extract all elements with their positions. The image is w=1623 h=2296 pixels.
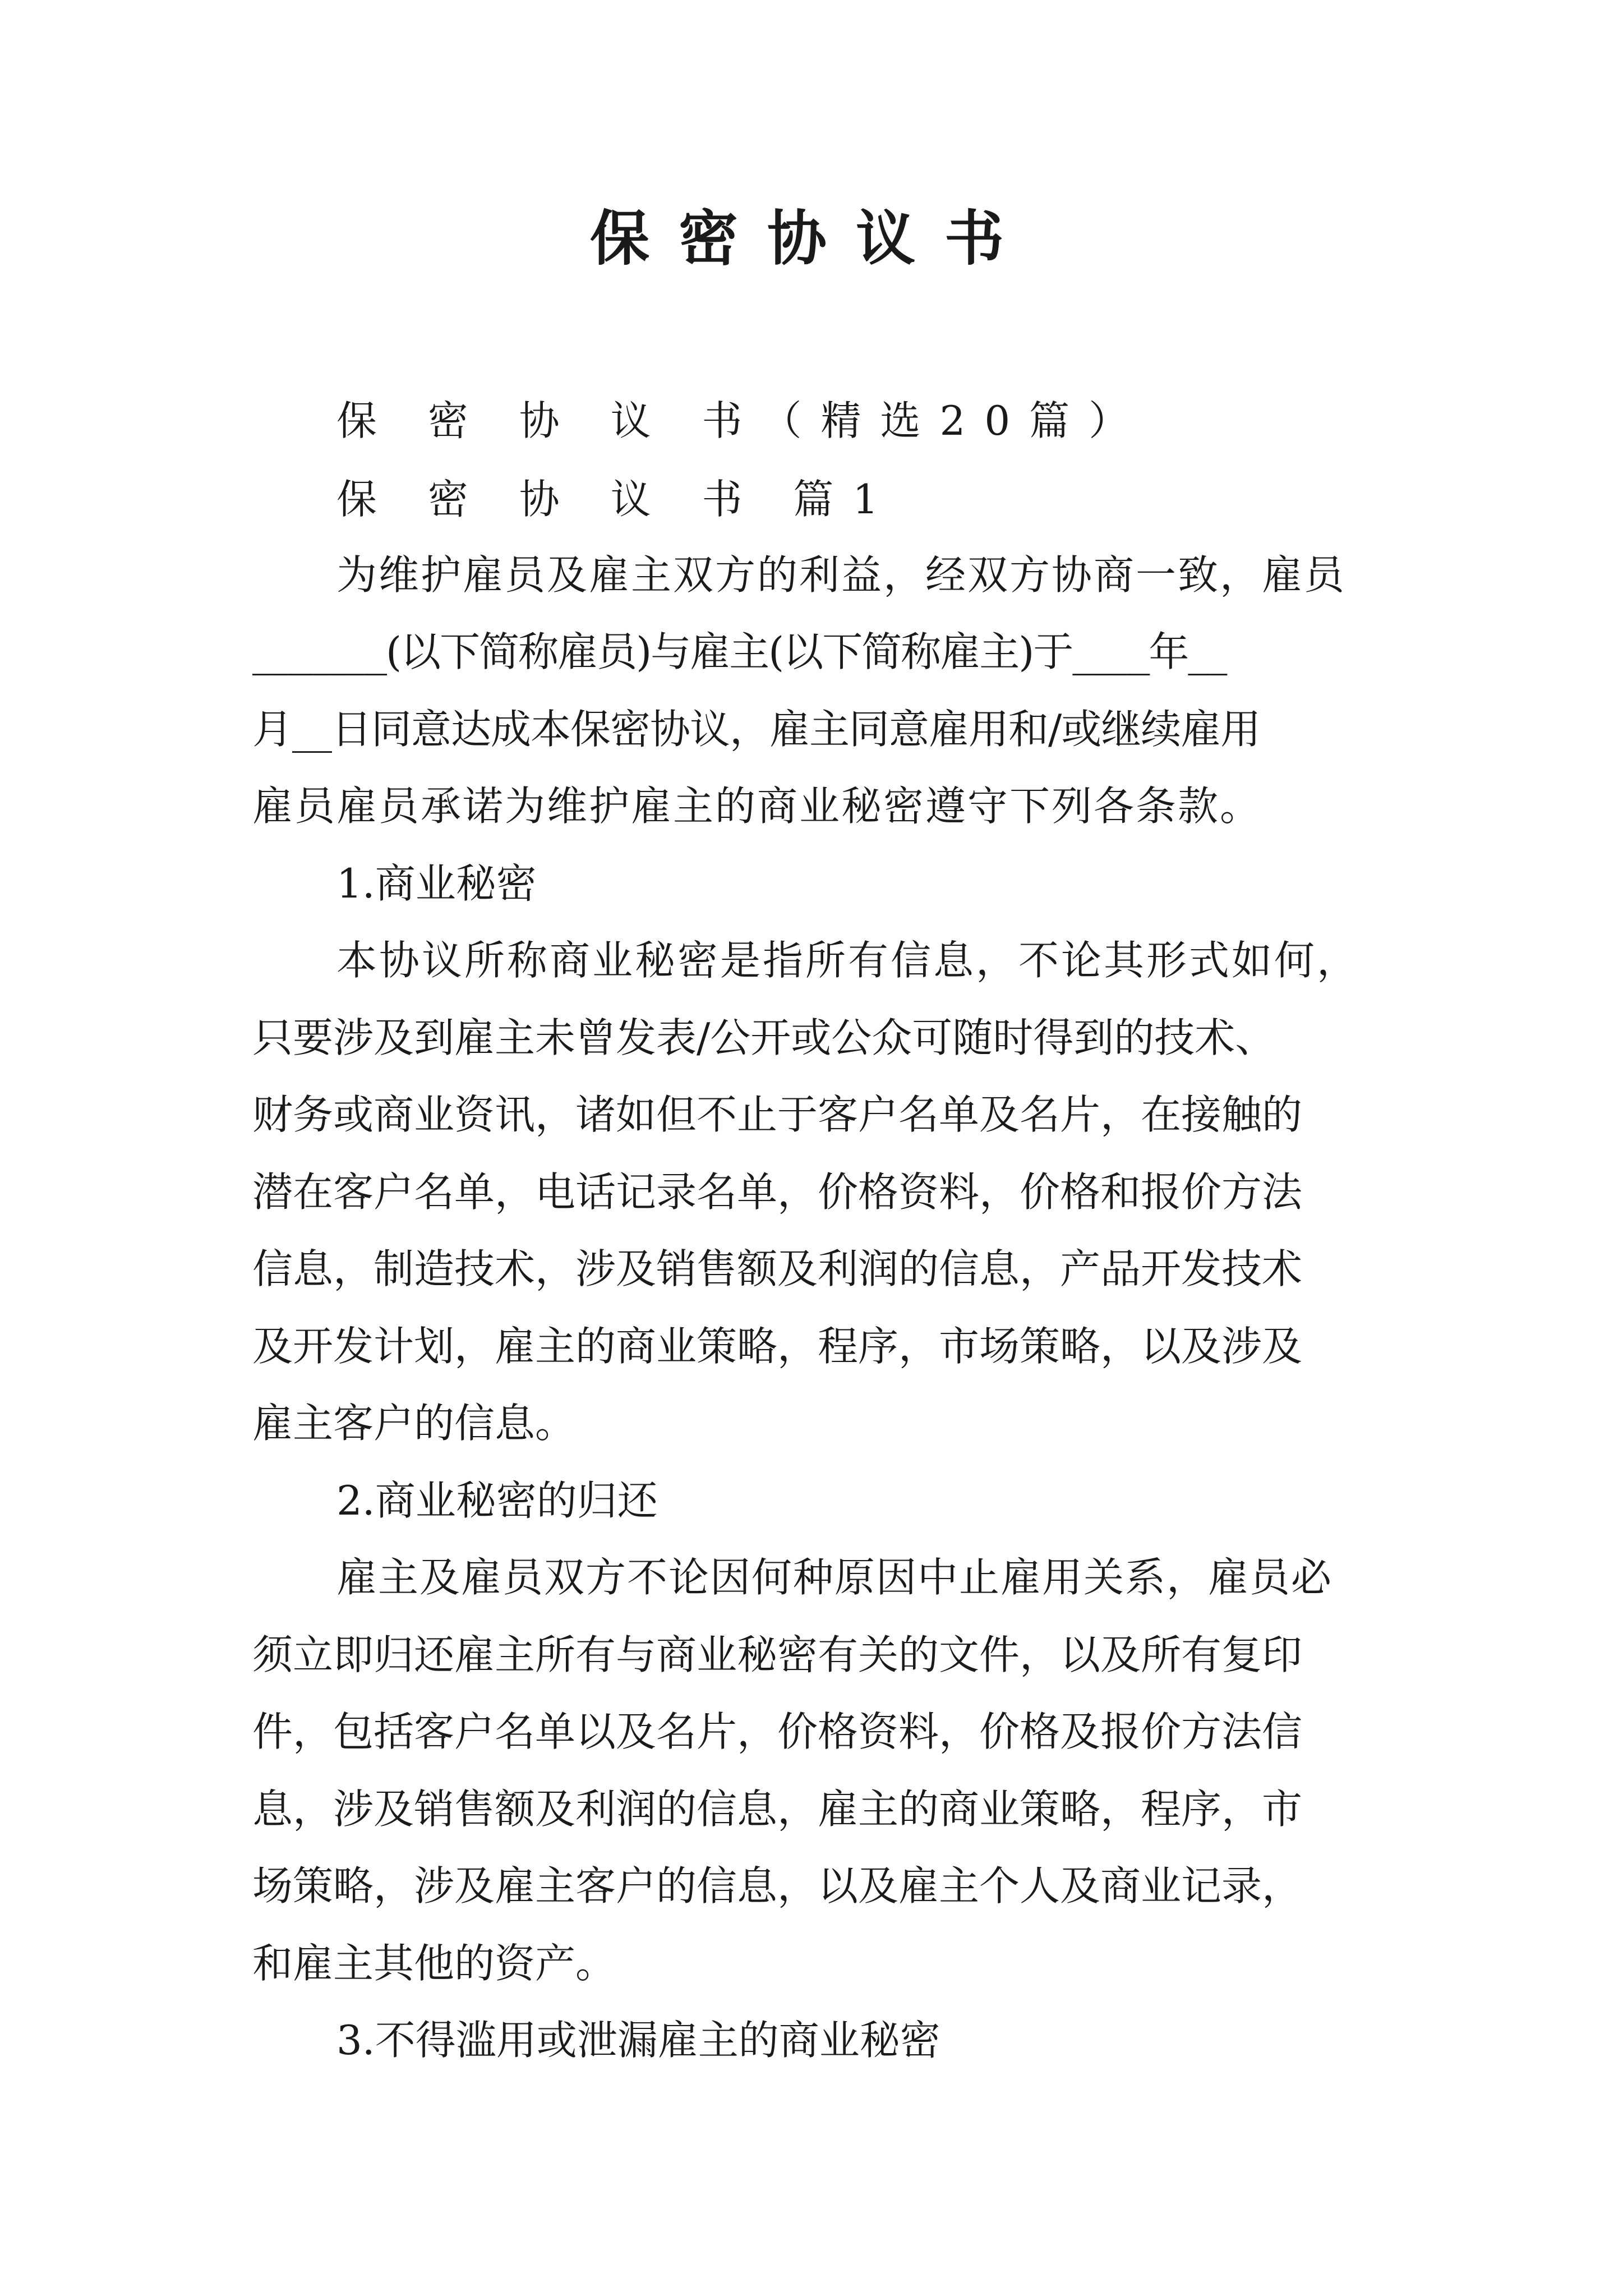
paragraph-line: 信息，制造技术，涉及销售额及利润的信息，产品开发技术 (252, 1245, 1303, 1292)
section-heading: 保 密 协 议 书 篇1 (336, 476, 898, 523)
paragraph-line: 潜在客户名单，电话记录名单，价格资料，价格和报价方法 (252, 1168, 1303, 1216)
paragraph-line: 雇主客户的信息。 (252, 1400, 576, 1447)
paragraph-line: 为维护雇员及雇主双方的利益，经双方协商一致，雇员 (336, 551, 1347, 599)
paragraph-line: 场策略，涉及雇主客户的信息，以及雇主个人及商业记录， (252, 1862, 1303, 1910)
paragraph-line: 件，包括客户名单以及名片，价格资料，价格及报价方法信 (252, 1708, 1303, 1755)
document-title: 保密协议书 (590, 203, 1033, 273)
paragraph-line: 雇员雇员承诺为维护雇主的商业秘密遵守下列各条款。 (252, 783, 1262, 830)
paragraph-line: 财务或商业资讯，诸如但不止于客户名单及名片，在接触的 (252, 1091, 1303, 1138)
subtitle-selection: 保 密 协 议 书（精选20篇） (336, 397, 1149, 444)
clause-heading: 3.不得滥用或泄漏雇主的商业秘密 (336, 2017, 940, 2064)
clause-heading: 1.商业秘密 (336, 860, 537, 907)
paragraph-line: 雇主及雇员双方不论因何种原因中止雇用关系，雇员必 (336, 1554, 1333, 1601)
paragraph-line: _______(以下简称雇员)与雇主(以下简称雇主)于____年__ (252, 628, 1227, 675)
paragraph-line: 和雇主其他的资产。 (252, 1940, 616, 1987)
paragraph-line: 本协议所称商业秘密是指所有信息，不论其形式如何， (336, 937, 1360, 984)
paragraph-line: 只要涉及到雇主未曾发表/公开或公众可随时得到的技术、 (252, 1014, 1276, 1061)
paragraph-line: 月__日同意达成本保密协议，雇主同意雇用和/或继续雇用 (252, 706, 1261, 753)
paragraph-line: 须立即归还雇主所有与商业秘密有关的文件，以及所有复印 (252, 1631, 1303, 1678)
clause-heading: 2.商业秘密的归还 (336, 1477, 658, 1524)
paragraph-line: 息，涉及销售额及利润的信息，雇主的商业策略，程序，市 (252, 1786, 1303, 1833)
paragraph-line: 及开发计划，雇主的商业策略，程序，市场策略，以及涉及 (252, 1323, 1303, 1370)
